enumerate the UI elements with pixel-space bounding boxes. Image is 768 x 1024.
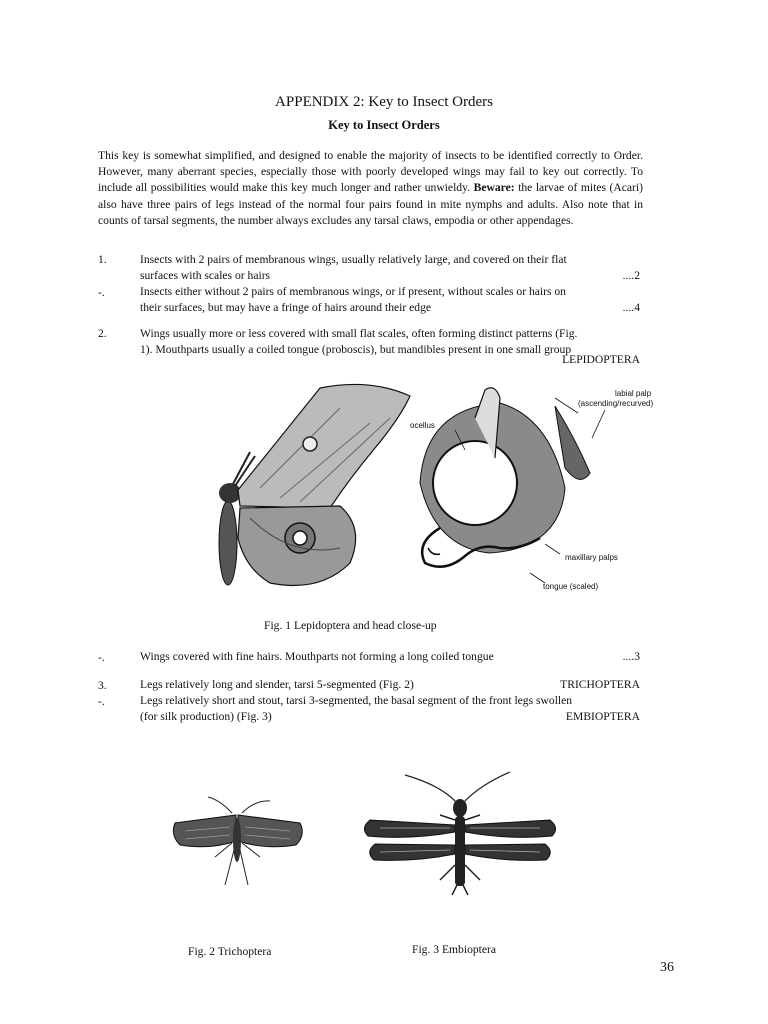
couplet-1a-line2: surfaces with scales or hairs — [140, 269, 271, 282]
couplet-1a-lead: ....2 — [622, 269, 640, 282]
couplet-2a-number: 2. — [98, 327, 107, 340]
figure-3-embioptera — [360, 770, 560, 900]
couplet-1b-lead: ....4 — [622, 301, 640, 314]
couplet-2a-line2: 1). Mouthparts usually a coiled tongue (proboscis), but mandibles present in one small group — [140, 343, 572, 356]
figure-2-trichoptera — [170, 795, 310, 895]
intro-text-part1: This key is somewhat simplified, and designed to enable the majority of insects to be identified correctly to Order. However, many aberrant species, especially those with poorly developed wings may fail to key out correctly. To include all possibilities would make this key much longer and rather unwieldy. — [98, 149, 643, 195]
head-closeup-illustration — [420, 388, 590, 567]
intro-paragraph — [98, 148, 643, 229]
couplet-3b-line2: (for silk production) (Fig. 3) — [140, 710, 272, 723]
couplet-1a-number: 1. — [98, 253, 107, 266]
couplet-2b-line1: Wings covered with fine hairs. Mouthparts not forming a long coiled tongue — [140, 650, 494, 663]
couplet-2b-lead: ....3 — [622, 650, 640, 663]
figure-3-caption: Fig. 3 Embioptera — [412, 943, 497, 956]
intro-text-part2: the larvae of mites (Acari) also have three pairs of legs instead of the normal four pairs found in mite nymphs and adults. Also note that in counts of tarsal segments, the number always excludes any tarsal claws, empodia or other appendages. — [98, 181, 643, 227]
page-title: APPENDIX 2: Key to Insect Orders — [275, 94, 493, 110]
page-number: 36 — [660, 960, 674, 975]
figure-2-caption: Fig. 2 Trichoptera — [188, 945, 272, 958]
label-ocellus: ocellus — [410, 421, 435, 430]
couplet-3a-line1: Legs relatively long and slender, tarsi 5-segmented (Fig. 2) — [140, 678, 414, 691]
label-tongue: tongue (scaled) — [543, 582, 599, 591]
couplet-2a-line1: Wings usually more or less covered with small flat scales, often forming distinct patterns (Fig. — [140, 327, 578, 340]
moth-illustration — [219, 384, 410, 585]
couplet-1a-line1: Insects with 2 pairs of membranous wings, usually relatively large, and covered on their flat — [140, 253, 567, 266]
couplet-2a-result: LEPIDOPTERA — [562, 353, 640, 366]
page-subtitle: Key to Insect Orders — [328, 118, 440, 132]
couplet-1b-line2: their surfaces, but may have a fringe of hairs around their edge — [140, 301, 432, 314]
figure-1-caption: Fig. 1 Lepidoptera and head close-up — [264, 619, 437, 632]
couplet-3b-line1: Legs relatively short and stout, tarsi 3-segmented, the basal segment of the front legs swollen — [140, 694, 573, 707]
couplet-3a-result: TRICHOPTERA — [560, 678, 640, 691]
couplet-3b-number: -. — [98, 695, 105, 708]
couplet-1b-line1: Insects either without 2 pairs of membranous wings, or if present, without scales or hairs on — [140, 285, 566, 298]
figure-1-lepidoptera — [200, 378, 670, 608]
label-maxillary-palps: maxillary palps — [565, 553, 618, 562]
beware-label: Beware: — [473, 181, 515, 195]
couplet-1b-number: -. — [98, 286, 105, 299]
couplet-2b-number: -. — [98, 651, 105, 664]
couplet-3b-result: EMBIOPTERA — [565, 710, 640, 723]
label-labial-palp-note: (ascending/recurved) — [578, 399, 654, 408]
label-labial-palp: labial palp — [615, 389, 652, 398]
couplet-3a-number: 3. — [98, 679, 107, 692]
